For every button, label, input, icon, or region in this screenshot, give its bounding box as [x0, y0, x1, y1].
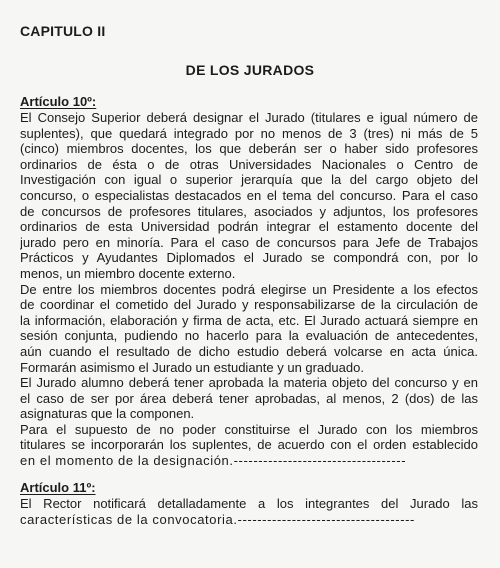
article-text-line: titulares se incorporarán los suplentes, de acuerdo con el orden establecido	[20, 437, 478, 453]
article-text-line: sesión conjunta, pudiendo no hacerlo para la evaluación de antecedentes,	[20, 328, 478, 344]
article-text-line: El Consejo Superior deberá designar el Jurado (titulares e igual número de	[20, 110, 478, 125]
section-title: DE LOS JURADOS	[185, 62, 315, 78]
article-text-line: (cinco) miembros docentes, los que deberán ser o haber sido profesores	[20, 141, 478, 157]
article-text-line: características de la convocatoria.------------------------------------	[20, 511, 415, 527]
article-11-heading: Artículo 11º:	[20, 480, 96, 495]
article-text-line: ordinarios de esta Universidad podrán integrar el estamento docente del	[20, 219, 478, 235]
article-text-line: jurado pero en minoría. Para el caso de concursos para Jefe de Trabajos	[20, 234, 478, 250]
article-text-line: El Jurado alumno deberá tener aprobada la materia objeto del concurso y en	[20, 375, 478, 391]
article-text-line: Prácticos y Ayudantes Diplomados el Jurado se compondrá con, por lo	[20, 250, 478, 266]
article-10-body	[20, 110, 478, 469]
article-text-line: en el momento de la designación.-----------------------------------	[20, 453, 407, 469]
article-text-line: concurso, o especialistas destacados en el tema del concurso. Para el caso	[20, 187, 478, 203]
article-text-line: la información, elaboración y firma de acta, etc. El Jurado actuará siempre en	[20, 312, 478, 328]
article-text-line: ordinarios de ésta o de otras Universidades Nacionales o Centro de	[20, 156, 478, 172]
article-10-heading: Artículo 10º:	[20, 94, 97, 109]
article-text-line: asignaturas que la componen.	[20, 406, 195, 422]
article-text-line: Investigación con igual o superior jerarquía que la del cargo objeto del	[20, 172, 478, 188]
article-text-line: Para el supuesto de no poder constituirse el Jurado con los miembros	[20, 421, 478, 437]
article-text-line: suplentes), que quedará integrado por no menos de 3 (tres) ni más de 5	[20, 125, 478, 141]
article-text-line: de concursos de profesores titulares, asociados y adjuntos, los profesores	[20, 203, 478, 219]
article-text-line: el caso de ser por área deberá tener aprobadas, al menos, 2 (dos) de las	[20, 390, 478, 406]
article-text-line: Formarán asimismo el Jurado un estudiante y un graduado.	[20, 359, 364, 375]
article-text-line: De entre los miembros docentes podrá elegirse un Presidente a los efectos	[20, 281, 478, 297]
chapter-heading: CAPITULO II	[20, 23, 106, 39]
article-11-body	[20, 496, 478, 527]
article-text-line: El Rector notificará detalladamente a los integrantes del Jurado las	[20, 496, 478, 511]
article-text-line: menos, un miembro docente externo.	[20, 265, 236, 281]
article-text-line: de coordinar el cometido del Jurado y responsabilizarse de la circulación de	[20, 297, 478, 313]
article-text-line: aún cuando el resultado de dicho estudio deberá volcarse en acta única.	[20, 343, 478, 359]
